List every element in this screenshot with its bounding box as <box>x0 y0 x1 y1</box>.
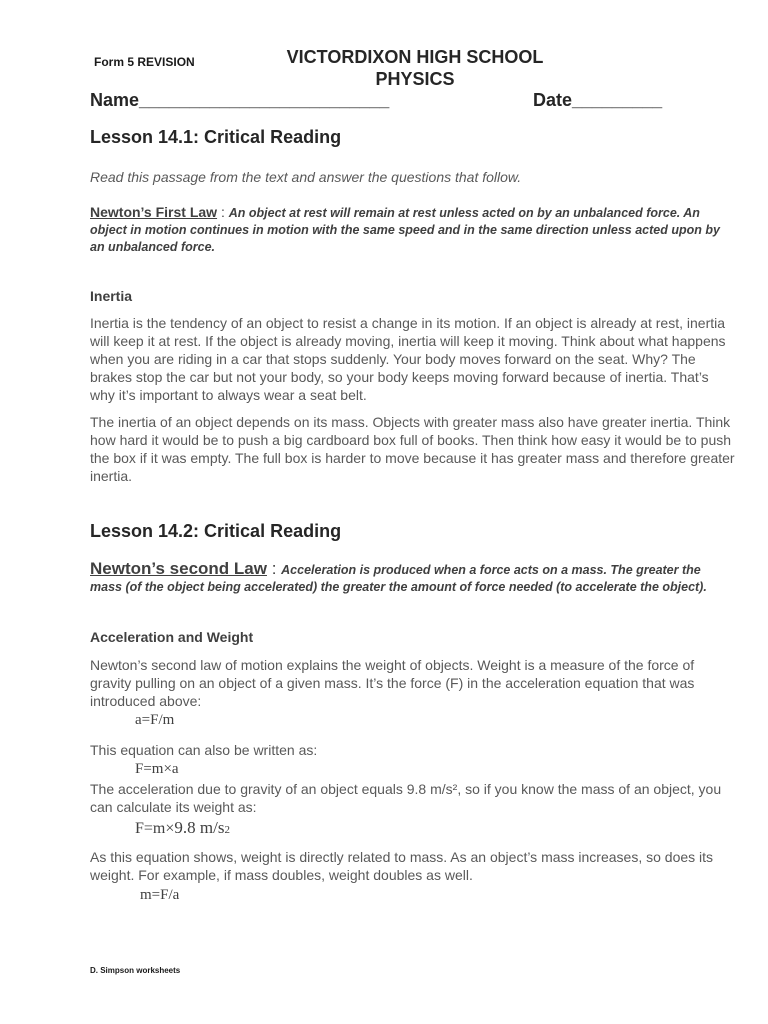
form-label: Form 5 REVISION <box>94 55 195 69</box>
instruction-text: Read this passage from the text and answer the questions that follow. <box>90 169 522 185</box>
inertia-paragraph-1: Inertia is the tendency of an object to resist a change in its motion. If an object is already at rest, inertia will keep it at rest. If the object is already moving, inertia will keep it moving. Think about what happens when you are riding in a car that stops suddenly. Your body moves forward on the seat. Why? The brakes stop the car but not your body, so your body keeps moving forward because of inertia. That’s why it’s important to always wear a seat belt. <box>90 315 726 403</box>
equation-weight <box>135 818 230 838</box>
equation-a-equals-f-over-m: a=F/m <box>135 712 175 728</box>
name-field[interactable]: Name_________________________ <box>90 90 390 110</box>
equation-weight-value: 9.8 m/s <box>174 818 225 837</box>
first-law-title: Newton’s First Law <box>90 204 218 220</box>
first-law-text: An object at rest will remain at rest unless acted on by an unbalanced force. An object in motion continues in motion with the same speed and in the same direction unless acted upon by an unbalanced force. <box>90 206 720 254</box>
acceleration-paragraph-3: As this equation shows, weight is directly related to mass. As an object’s mass increases, so does its weight. For example, if mass doubles, weight doubles as well. <box>90 849 714 883</box>
lesson-14-1-title: Lesson 14.1: Critical Reading <box>90 127 342 147</box>
footer-credit: D. Simpson worksheets <box>90 966 181 975</box>
equation-m-equals-f-over-a: m=F/a <box>140 887 180 903</box>
second-law-separator: : <box>266 559 282 578</box>
school-name: VICTORDIXON HIGH SCHOOL <box>286 47 544 67</box>
inertia-heading: Inertia <box>90 288 133 304</box>
acceleration-paragraph-1: Newton’s second law of motion explains the weight of objects. Weight is a measure of the force of gravity pulling on an object of a given mass. It’s the force (F) in the acceleration equation that was introduced above: <box>90 657 695 709</box>
subject-title: PHYSICS <box>375 69 455 89</box>
acceleration-paragraph-2: The acceleration due to gravity of an object equals 9.8 m/s², so if you know the mass of an object, you can calculate its weight as: <box>90 781 722 815</box>
date-field[interactable]: Date_________ <box>533 90 663 110</box>
equation-weight-prefix: F=m× <box>135 820 175 837</box>
first-law-separator: : <box>217 204 229 220</box>
second-law-text: Acceleration is produced when a force acts on a mass. The greater the mass (of the object being accelerated) the greater the amount of force needed (to accelerate the object). <box>90 563 707 594</box>
school-header <box>250 46 580 90</box>
equation-weight-exponent: 2 <box>224 824 230 836</box>
newtons-second-law <box>90 560 730 596</box>
rewrite-text: This equation can also be written as: <box>90 742 318 758</box>
equation-f-equals-m-times-a: F=m×a <box>135 761 179 777</box>
inertia-paragraph-2: The inertia of an object depends on its mass. Objects with greater mass also have greater inertia. Think how hard it would be to push a big cardboard box full of books. Then think how easy it would be to push the box if it was empty. The full box is harder to move because it has greater mass and therefore greater inertia. <box>90 414 735 484</box>
lesson-14-2-title: Lesson 14.2: Critical Reading <box>90 521 342 541</box>
newtons-first-law <box>90 204 730 256</box>
second-law-title: Newton’s second Law <box>90 559 267 578</box>
acceleration-weight-heading: Acceleration and Weight <box>90 629 254 645</box>
